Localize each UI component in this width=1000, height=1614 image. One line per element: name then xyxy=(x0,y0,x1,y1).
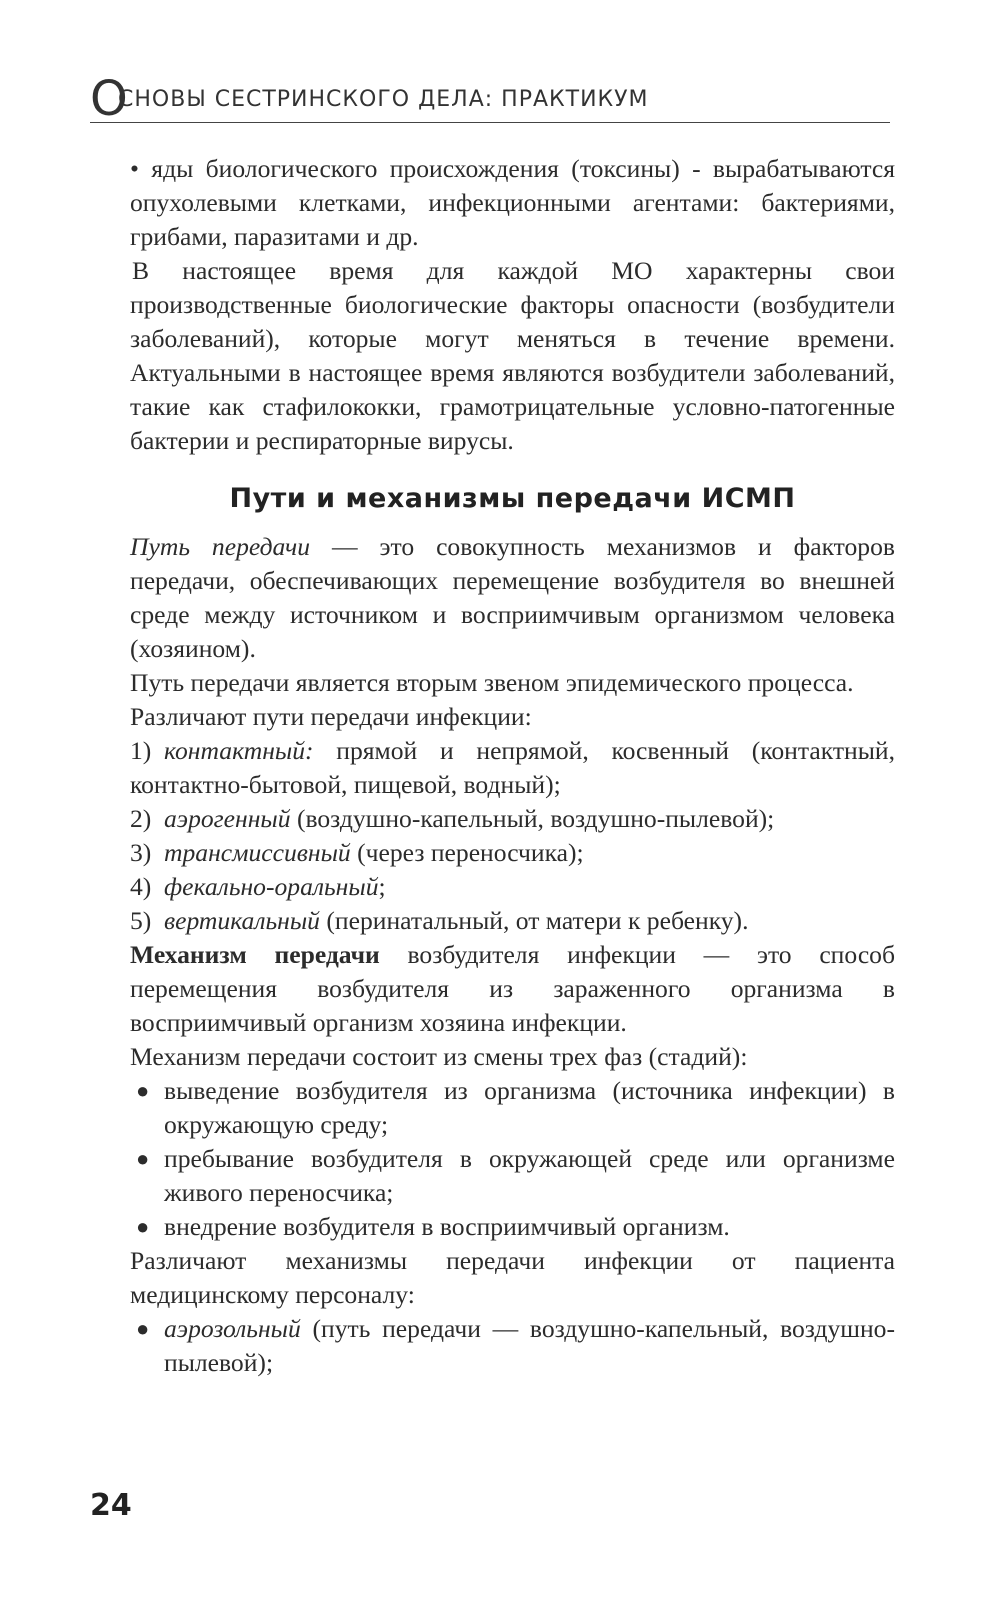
route-text: (воздушно-капельный, воздушно-пылевой); xyxy=(290,804,775,833)
paragraph-routes-intro: Различают пути передачи инфекции: xyxy=(130,702,532,731)
bullet-dot-icon: ● xyxy=(136,1146,150,1171)
definition-term: Путь передачи xyxy=(130,532,311,561)
route-item xyxy=(130,836,895,870)
intro-paragraph: В настоящее время для каждой МО характерны свои производственные биологические факторы опасности (возбудители заболеваний), которые могут меняться в течение времени. Актуальными в настоящее время являются возбудители заболеваний, такие как стафилококки, грамотрицательные условно-патогенные бактерии и респираторные вирусы. xyxy=(130,256,895,455)
bullet-dot-icon: ● xyxy=(136,1078,150,1103)
intro-bullet: • яды биологического происхождения (токсины) - вырабатываются опухолевыми клетками, инфекционными агентами: бактериями, грибами, паразитами и др. xyxy=(130,154,895,251)
phase-item xyxy=(130,1074,895,1142)
definition-text: — это совокупность механизмов и факторов передачи, обеспечивающих перемещение возбудителя во внешней среде между источником и восприимчивым организмом человека (хозяином). xyxy=(130,532,895,663)
route-text: прямой и непрямой, косвенный (контактный, контактно-бытовой, пищевой, водный); xyxy=(130,736,895,799)
route-item xyxy=(130,802,895,836)
route-number: 1) xyxy=(130,736,152,765)
bullet-dot-icon: ● xyxy=(136,1214,150,1239)
paragraph-mechanisms-intro: Различают механизмы передачи инфекции от пациента медицинскому персоналу: xyxy=(130,1246,895,1309)
route-text: ; xyxy=(378,872,386,901)
phase-item xyxy=(130,1210,895,1244)
phase-text: пребывание возбудителя в окружающей среде или организме живого переносчика; xyxy=(164,1144,895,1207)
route-number: 3) xyxy=(130,838,152,867)
mechanism-item-term: аэрозольный xyxy=(164,1314,301,1343)
bullet-dot-icon: ● xyxy=(136,1316,150,1341)
mechanism-definition xyxy=(130,938,895,1040)
route-item xyxy=(130,734,895,802)
page-body xyxy=(130,152,895,1380)
section-heading: Пути и механизмы передачи ИСМП xyxy=(229,483,796,514)
route-number: 4) xyxy=(130,872,152,901)
phase-text: выведение возбудителя из организма (источника инфекции) в окружающую среду; xyxy=(164,1076,895,1139)
header-title: СНОВЫ СЕСТРИНСКОГО ДЕЛА: ПРАКТИКУМ xyxy=(118,87,649,112)
route-term: трансмиссивный xyxy=(164,838,351,867)
mechanism-item xyxy=(130,1312,895,1380)
routes-list xyxy=(130,734,895,938)
phase-text: внедрение возбудителя в восприимчивый организм. xyxy=(164,1212,730,1241)
definition-paragraph xyxy=(130,530,895,666)
mechanism-term: Механизм передачи xyxy=(130,940,380,969)
route-number: 2) xyxy=(130,804,152,833)
header-initial-letter: О xyxy=(90,71,128,127)
route-item xyxy=(130,904,895,938)
paragraph-phases-intro: Механизм передачи состоит из смены трех фаз (стадий): xyxy=(130,1042,748,1071)
phase-item xyxy=(130,1142,895,1210)
page-number: 24 xyxy=(90,1488,132,1523)
route-term: вертикальный xyxy=(164,906,320,935)
route-text: (перинатальный, от матери к ребенку). xyxy=(319,906,749,935)
running-header xyxy=(90,71,890,127)
route-term: аэрогенный xyxy=(164,804,291,833)
route-text: (через переносчика); xyxy=(350,838,584,867)
mechanism-item-text: (путь передачи — воздушно-капельный, воздушно-пылевой); xyxy=(164,1314,895,1377)
route-term: фекально-оральный xyxy=(164,872,379,901)
phases-list xyxy=(130,1074,895,1244)
route-number: 5) xyxy=(130,906,152,935)
mechanisms-list xyxy=(130,1312,895,1380)
route-term: контактный: xyxy=(164,736,314,765)
mechanism-text: возбудителя инфекции — это способ перемещения возбудителя из зараженного организма в восприимчивый организм хозяина инфекции. xyxy=(130,940,895,1037)
route-item xyxy=(130,870,895,904)
paragraph-second-link: Путь передачи является вторым звеном эпидемического процесса. xyxy=(130,668,854,697)
